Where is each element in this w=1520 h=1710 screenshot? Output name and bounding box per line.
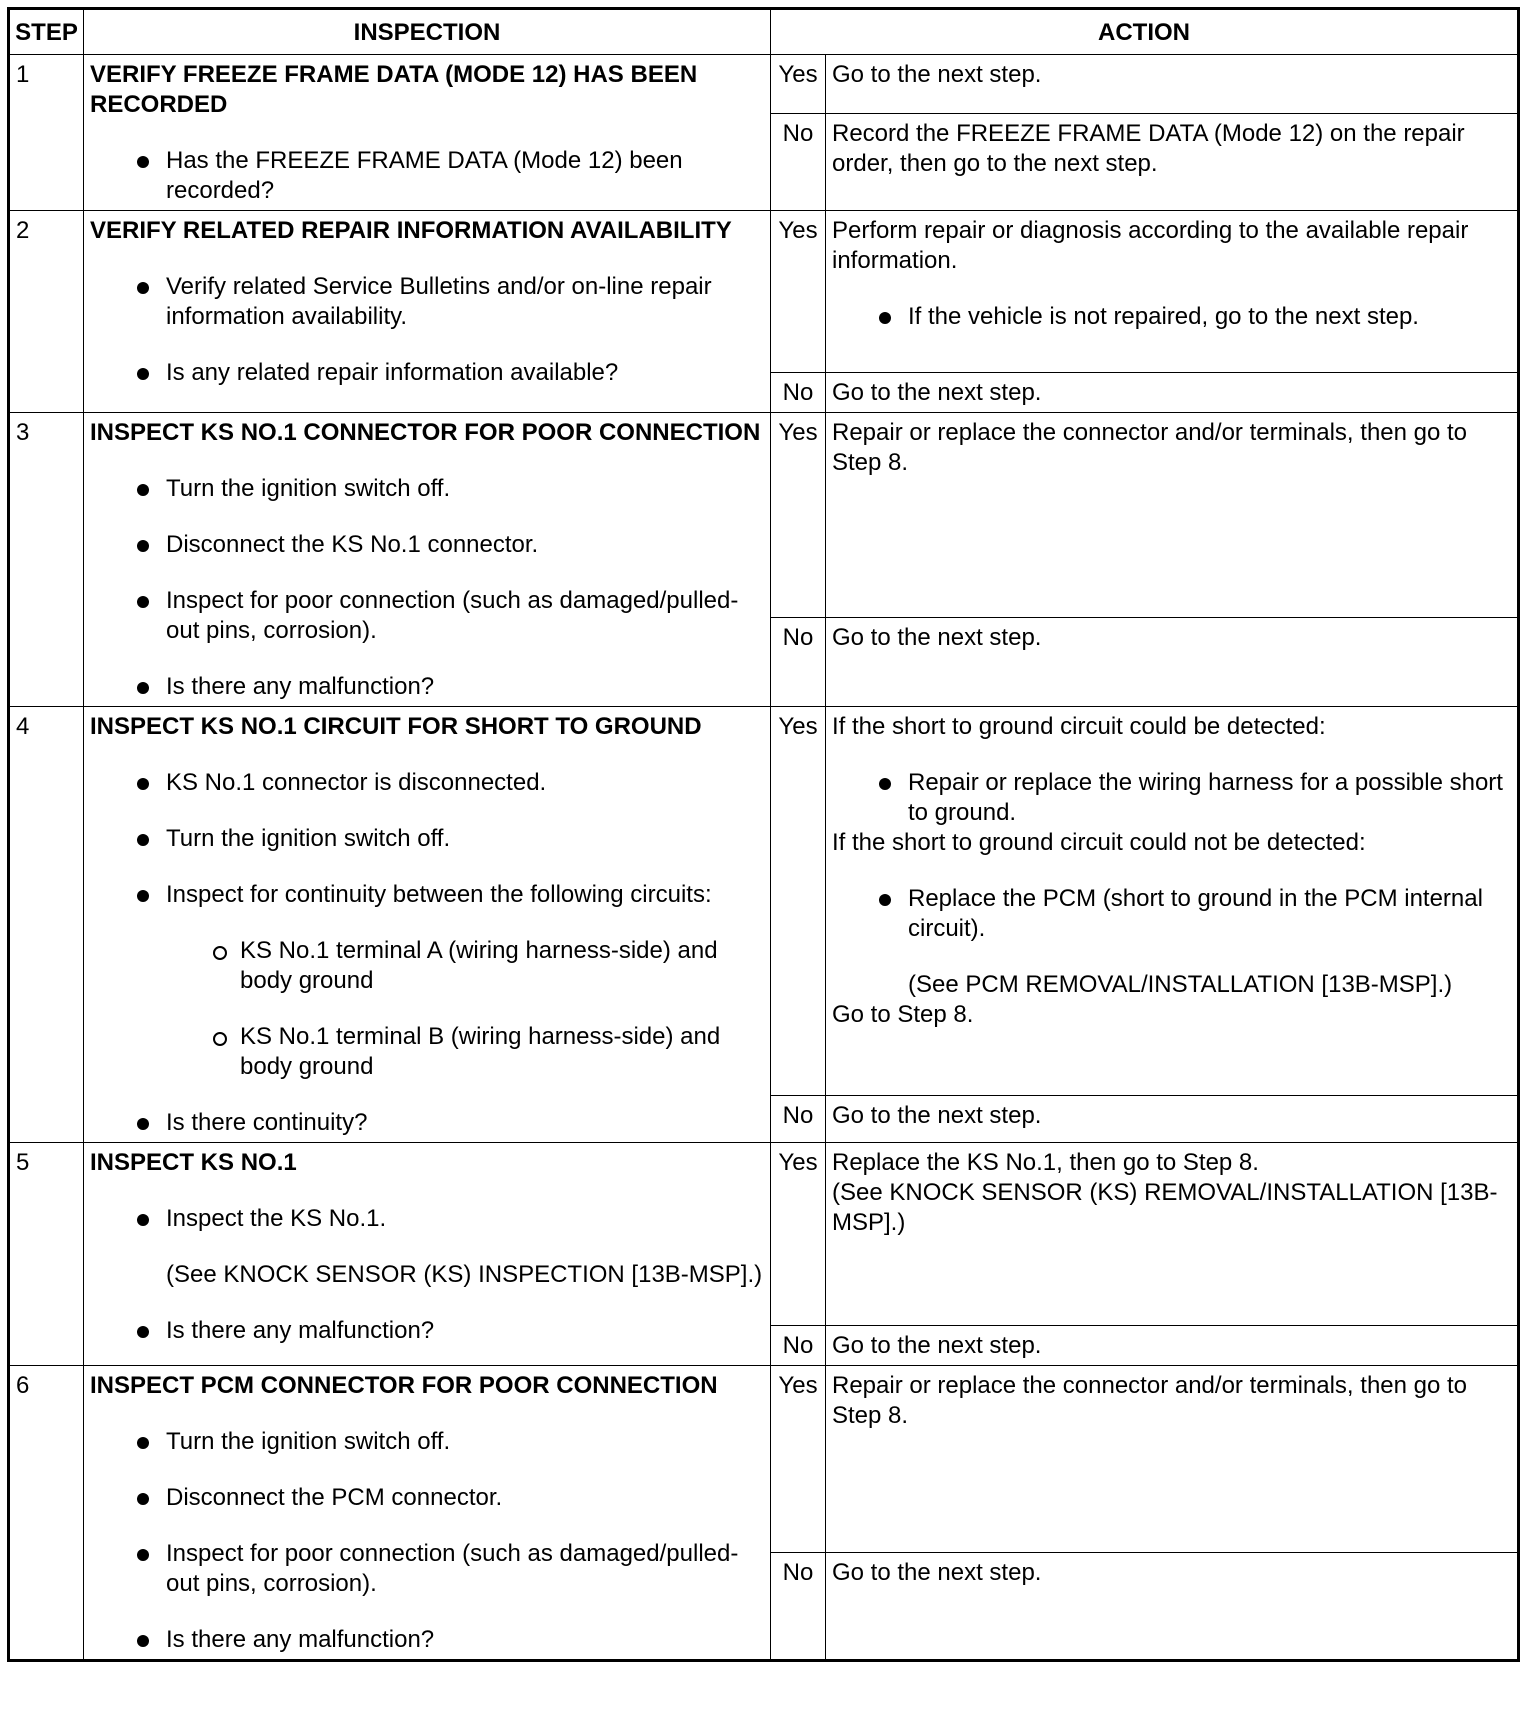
circuit-list [166, 936, 764, 1082]
yes-action [826, 1143, 1519, 1326]
step-title: VERIFY RELATED REPAIR INFORMATION AVAILABILITY [90, 217, 732, 244]
diagnostic-table [7, 7, 1520, 1662]
no-action: Go to the next step. [826, 1553, 1519, 1661]
inspection-list [90, 146, 764, 206]
no-action: Go to the next step. [826, 373, 1519, 413]
inspection-item [90, 1204, 764, 1290]
step-row [9, 707, 1519, 1096]
inspection-cell [84, 211, 771, 413]
action-list [832, 768, 1511, 828]
header-action: ACTION [771, 9, 1519, 55]
inspection-cell [84, 1366, 771, 1661]
yes-label: Yes [771, 413, 826, 618]
action-text: Perform repair or diagnosis according to the available repair information. [832, 217, 1469, 274]
inspection-item-text: Inspect for continuity between the following circuits: [166, 881, 712, 908]
inspection-item: Is there any malfunction? [90, 672, 764, 702]
circuit-item: KS No.1 terminal B (wiring harness-side) and body ground [166, 1022, 764, 1082]
inspection-item: KS No.1 connector is disconnected. [90, 768, 764, 798]
action-text: If the short to ground circuit could not be detected: [832, 829, 1366, 856]
inspection-item: Is there continuity? [90, 1108, 764, 1138]
inspection-item [90, 880, 764, 1082]
yes-label: Yes [771, 211, 826, 373]
inspection-item: Is there any malfunction? [90, 1625, 764, 1655]
step-number: 5 [9, 1143, 84, 1366]
no-label: No [771, 1095, 826, 1142]
reference-note: (See PCM REMOVAL/INSTALLATION [13B-MSP].) [908, 971, 1453, 998]
action-item [832, 884, 1511, 1000]
action-list [832, 302, 1511, 332]
step-title: INSPECT PCM CONNECTOR FOR POOR CONNECTION [90, 1372, 718, 1399]
inspection-cell [84, 1143, 771, 1366]
inspection-list [90, 1204, 764, 1346]
inspection-item: Turn the ignition switch off. [90, 474, 764, 504]
step-title: VERIFY FREEZE FRAME DATA (MODE 12) HAS BEEN RECORDED [90, 61, 698, 118]
header-step: STEP [9, 9, 84, 55]
circuit-item: KS No.1 terminal A (wiring harness-side) and body ground [166, 936, 764, 996]
inspection-item: Turn the ignition switch off. [90, 824, 764, 854]
inspection-item: Turn the ignition switch off. [90, 1427, 764, 1457]
action-item: If the vehicle is not repaired, go to the next step. [832, 302, 1511, 332]
inspection-list [90, 272, 764, 388]
inspection-item: Disconnect the PCM connector. [90, 1483, 764, 1513]
step-row [9, 413, 1519, 618]
inspection-item: Has the FREEZE FRAME DATA (Mode 12) been recorded? [90, 146, 764, 206]
step-title: INSPECT KS NO.1 CIRCUIT FOR SHORT TO GROUND [90, 713, 702, 740]
no-action: Go to the next step. [826, 1326, 1519, 1366]
reference-note: (See KNOCK SENSOR (KS) REMOVAL/INSTALLATION [13B-MSP].) [832, 1179, 1498, 1236]
action-list [832, 884, 1511, 1000]
no-label: No [771, 618, 826, 707]
inspection-list [90, 474, 764, 702]
step-row [9, 211, 1519, 373]
inspection-item: Inspect for poor connection (such as damaged/pulled-out pins, corrosion). [90, 586, 764, 646]
yes-action [826, 707, 1519, 1096]
step-number: 6 [9, 1366, 84, 1661]
inspection-item: Verify related Service Bulletins and/or on-line repair information availability. [90, 272, 764, 332]
no-label: No [771, 114, 826, 211]
action-text: Go to Step 8. [832, 1001, 974, 1028]
step-number: 4 [9, 707, 84, 1143]
inspection-cell [84, 707, 771, 1143]
inspection-item-text: Inspect the KS No.1. [166, 1205, 387, 1232]
inspection-list [90, 768, 764, 1138]
reference-note: (See KNOCK SENSOR (KS) INSPECTION [13B-MSP].) [166, 1261, 763, 1288]
yes-action [826, 211, 1519, 373]
header-inspection: INSPECTION [84, 9, 771, 55]
no-label: No [771, 1326, 826, 1366]
no-label: No [771, 373, 826, 413]
inspection-cell [84, 413, 771, 707]
yes-action: Go to the next step. [826, 55, 1519, 114]
yes-action: Repair or replace the connector and/or terminals, then go to Step 8. [826, 1366, 1519, 1553]
yes-action: Repair or replace the connector and/or terminals, then go to Step 8. [826, 413, 1519, 618]
inspection-item: Is there any malfunction? [90, 1316, 764, 1346]
yes-label: Yes [771, 1366, 826, 1553]
inspection-cell [84, 55, 771, 211]
yes-label: Yes [771, 55, 826, 114]
yes-label: Yes [771, 1143, 826, 1326]
no-action: Go to the next step. [826, 618, 1519, 707]
step-row [9, 1366, 1519, 1553]
step-title: INSPECT KS NO.1 CONNECTOR FOR POOR CONNECTION [90, 419, 761, 446]
step-row [9, 1143, 1519, 1326]
step-title: INSPECT KS NO.1 [90, 1149, 297, 1176]
action-item-text: Replace the PCM (short to ground in the PCM internal circuit). [908, 885, 1483, 942]
action-item: Repair or replace the wiring harness for a possible short to ground. [832, 768, 1511, 828]
inspection-item: Disconnect the KS No.1 connector. [90, 530, 764, 560]
step-row [9, 55, 1519, 114]
step-number: 1 [9, 55, 84, 211]
no-label: No [771, 1553, 826, 1661]
step-number: 3 [9, 413, 84, 707]
no-action: Record the FREEZE FRAME DATA (Mode 12) on the repair order, then go to the next step. [826, 114, 1519, 211]
step-number: 2 [9, 211, 84, 413]
action-text: Replace the KS No.1, then go to Step 8. [832, 1149, 1259, 1176]
header-row [9, 9, 1519, 55]
yes-label: Yes [771, 707, 826, 1096]
action-text: If the short to ground circuit could be detected: [832, 713, 1326, 740]
inspection-item: Is any related repair information available? [90, 358, 764, 388]
inspection-list [90, 1427, 764, 1655]
inspection-item: Inspect for poor connection (such as damaged/pulled-out pins, corrosion). [90, 1539, 764, 1599]
no-action: Go to the next step. [826, 1095, 1519, 1142]
